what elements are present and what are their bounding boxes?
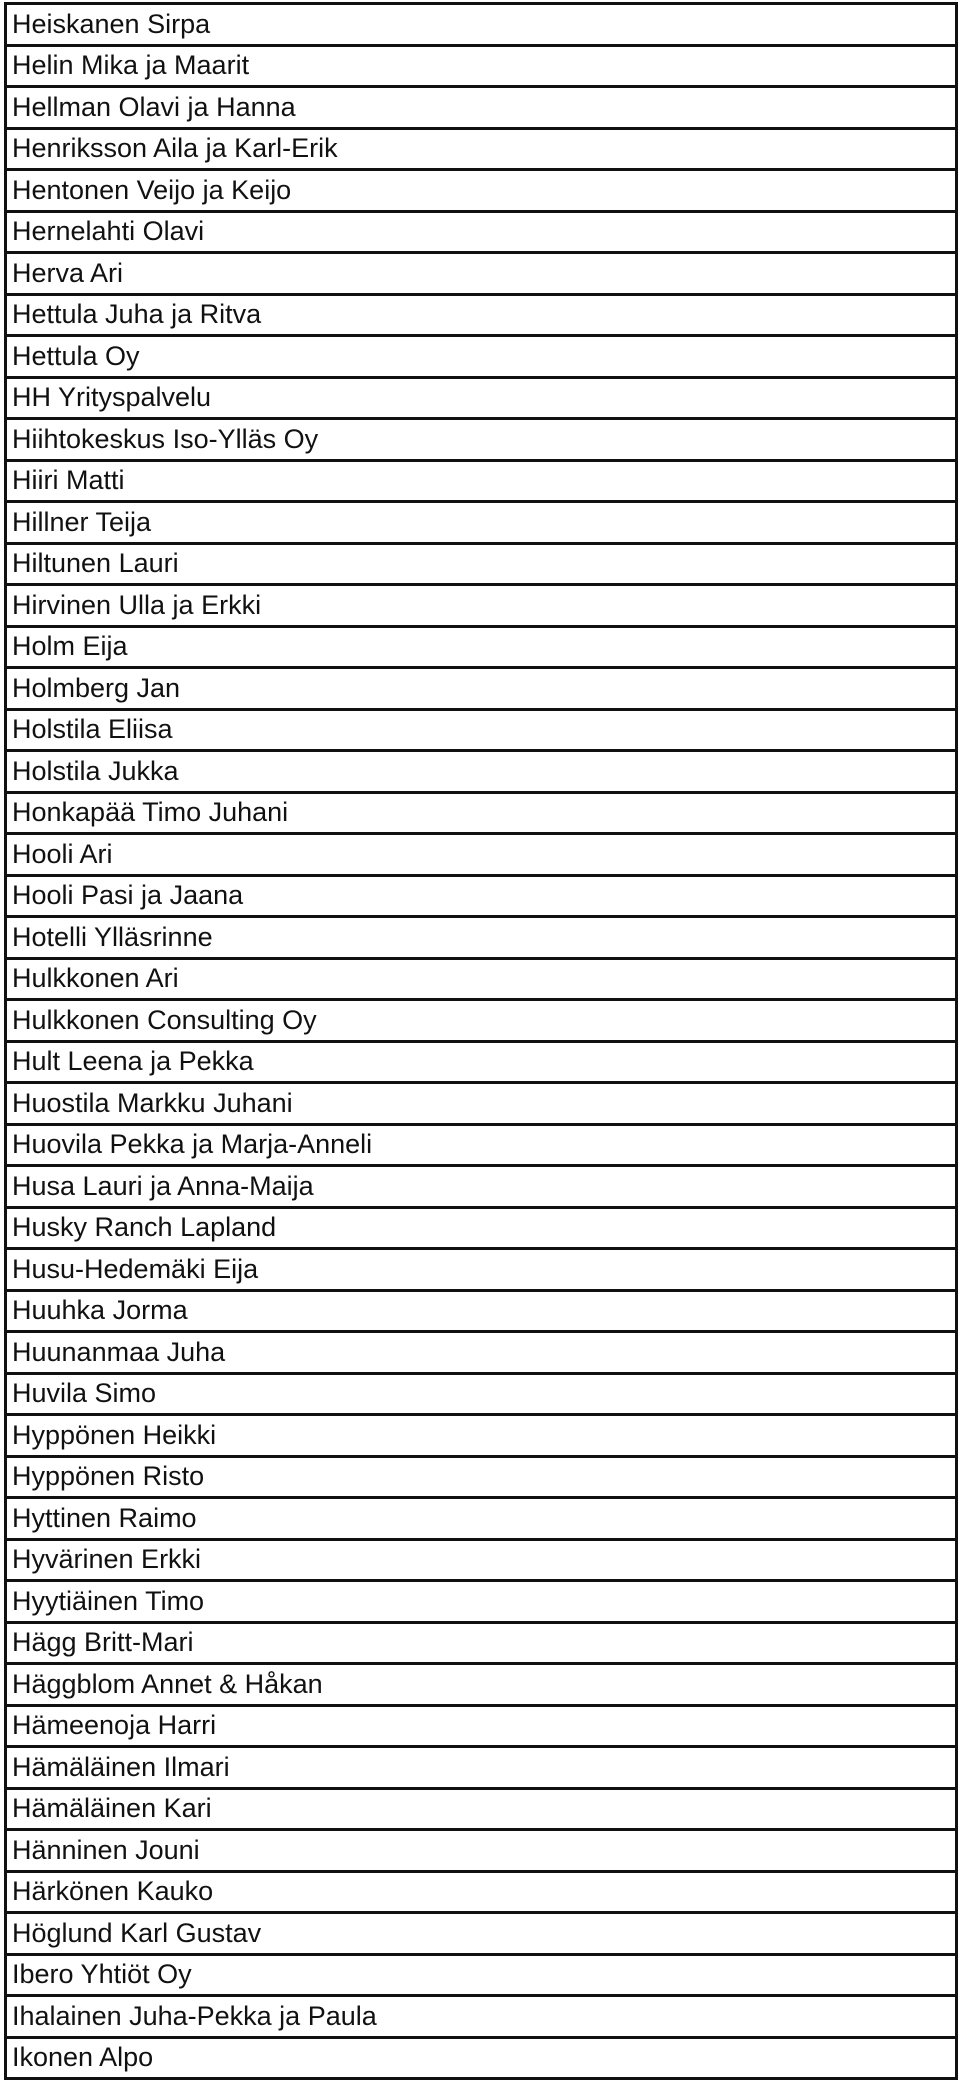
name-cell: Huovila Pekka ja Marja-Anneli — [6, 1124, 957, 1166]
name-cell: Holstila Jukka — [6, 751, 957, 793]
name-cell: Hulkkonen Ari — [6, 958, 957, 1000]
table-row — [6, 1083, 957, 1125]
name-cell: Hentonen Veijo ja Keijo — [6, 170, 957, 212]
table-row — [6, 1996, 957, 2038]
table-row — [6, 460, 957, 502]
name-cell: Häggblom Annet & Håkan — [6, 1664, 957, 1706]
name-cell: Höglund Karl Gustav — [6, 1913, 957, 1955]
table-row — [6, 585, 957, 627]
table-row — [6, 45, 957, 87]
name-cell: Hyttinen Raimo — [6, 1498, 957, 1540]
name-cell: Huunanmaa Juha — [6, 1332, 957, 1374]
name-cell: Hulkkonen Consulting Oy — [6, 1000, 957, 1042]
table-row — [6, 1332, 957, 1374]
name-cell: Husu-Hedemäki Eija — [6, 1249, 957, 1291]
name-cell: Hooli Ari — [6, 834, 957, 876]
name-cell: Husa Lauri ja Anna-Maija — [6, 1166, 957, 1208]
table-row — [6, 1747, 957, 1789]
table-row — [6, 2037, 957, 2079]
name-cell: Huuhka Jorma — [6, 1290, 957, 1332]
name-cell: Huostila Markku Juhani — [6, 1083, 957, 1125]
name-cell: Heiskanen Sirpa — [6, 4, 957, 46]
name-list-table — [4, 2, 958, 2080]
name-cell: Hyppönen Risto — [6, 1456, 957, 1498]
name-cell: Hiiri Matti — [6, 460, 957, 502]
name-cell: Hyvärinen Erkki — [6, 1539, 957, 1581]
name-cell: HH Yrityspalvelu — [6, 377, 957, 419]
table-row — [6, 1788, 957, 1830]
name-cell: Hiltunen Lauri — [6, 543, 957, 585]
name-cell: Hernelahti Olavi — [6, 211, 957, 253]
table-row — [6, 1622, 957, 1664]
name-cell: Hirvinen Ulla ja Erkki — [6, 585, 957, 627]
table-row — [6, 958, 957, 1000]
table-row — [6, 211, 957, 253]
table-row — [6, 4, 957, 46]
table-row — [6, 1664, 957, 1706]
table-row — [6, 377, 957, 419]
name-cell: Hellman Olavi ja Hanna — [6, 87, 957, 129]
table-row — [6, 1124, 957, 1166]
name-cell: Hämäläinen Kari — [6, 1788, 957, 1830]
name-cell: Hiihtokeskus Iso-Ylläs Oy — [6, 419, 957, 461]
table-row — [6, 1498, 957, 1540]
table-row — [6, 1830, 957, 1872]
name-cell: Hillner Teija — [6, 502, 957, 544]
table-row — [6, 709, 957, 751]
name-cell: Holm Eija — [6, 626, 957, 668]
table-row — [6, 1166, 957, 1208]
table-row — [6, 1249, 957, 1291]
table-row — [6, 336, 957, 378]
name-cell: Hyytiäinen Timo — [6, 1581, 957, 1623]
name-cell: Helin Mika ja Maarit — [6, 45, 957, 87]
table-row — [6, 543, 957, 585]
name-list-body — [6, 4, 957, 2079]
name-cell: Hyppönen Heikki — [6, 1415, 957, 1457]
name-cell: Holmberg Jan — [6, 668, 957, 710]
name-cell: Ikonen Alpo — [6, 2037, 957, 2079]
table-row — [6, 253, 957, 295]
name-cell: Hotelli Ylläsrinne — [6, 917, 957, 959]
name-cell: Hettula Oy — [6, 336, 957, 378]
name-cell: Henriksson Aila ja Karl-Erik — [6, 128, 957, 170]
table-row — [6, 668, 957, 710]
table-row — [6, 1290, 957, 1332]
table-row — [6, 87, 957, 129]
table-row — [6, 1913, 957, 1955]
table-row — [6, 419, 957, 461]
table-row — [6, 1415, 957, 1457]
table-row — [6, 1000, 957, 1042]
table-row — [6, 1871, 957, 1913]
table-row — [6, 1207, 957, 1249]
name-cell: Honkapää Timo Juhani — [6, 792, 957, 834]
table-row — [6, 875, 957, 917]
table-row — [6, 1539, 957, 1581]
table-row — [6, 834, 957, 876]
table-row — [6, 917, 957, 959]
table-row — [6, 626, 957, 668]
table-row — [6, 1041, 957, 1083]
table-row — [6, 1581, 957, 1623]
table-row — [6, 751, 957, 793]
name-cell: Husky Ranch Lapland — [6, 1207, 957, 1249]
name-cell: Ihalainen Juha-Pekka ja Paula — [6, 1996, 957, 2038]
table-row — [6, 294, 957, 336]
name-cell: Huvila Simo — [6, 1373, 957, 1415]
table-row — [6, 792, 957, 834]
table-row — [6, 170, 957, 212]
table-row — [6, 1373, 957, 1415]
table-row — [6, 128, 957, 170]
table-row — [6, 1954, 957, 1996]
name-cell: Herva Ari — [6, 253, 957, 295]
name-cell: Hult Leena ja Pekka — [6, 1041, 957, 1083]
name-cell: Hämeenoja Harri — [6, 1705, 957, 1747]
name-cell: Hooli Pasi ja Jaana — [6, 875, 957, 917]
name-cell: Ibero Yhtiöt Oy — [6, 1954, 957, 1996]
name-cell: Hägg Britt-Mari — [6, 1622, 957, 1664]
table-row — [6, 1456, 957, 1498]
table-row — [6, 502, 957, 544]
name-cell: Hänninen Jouni — [6, 1830, 957, 1872]
name-cell: Holstila Eliisa — [6, 709, 957, 751]
name-cell: Härkönen Kauko — [6, 1871, 957, 1913]
name-cell: Hettula Juha ja Ritva — [6, 294, 957, 336]
table-row — [6, 1705, 957, 1747]
name-cell: Hämäläinen Ilmari — [6, 1747, 957, 1789]
